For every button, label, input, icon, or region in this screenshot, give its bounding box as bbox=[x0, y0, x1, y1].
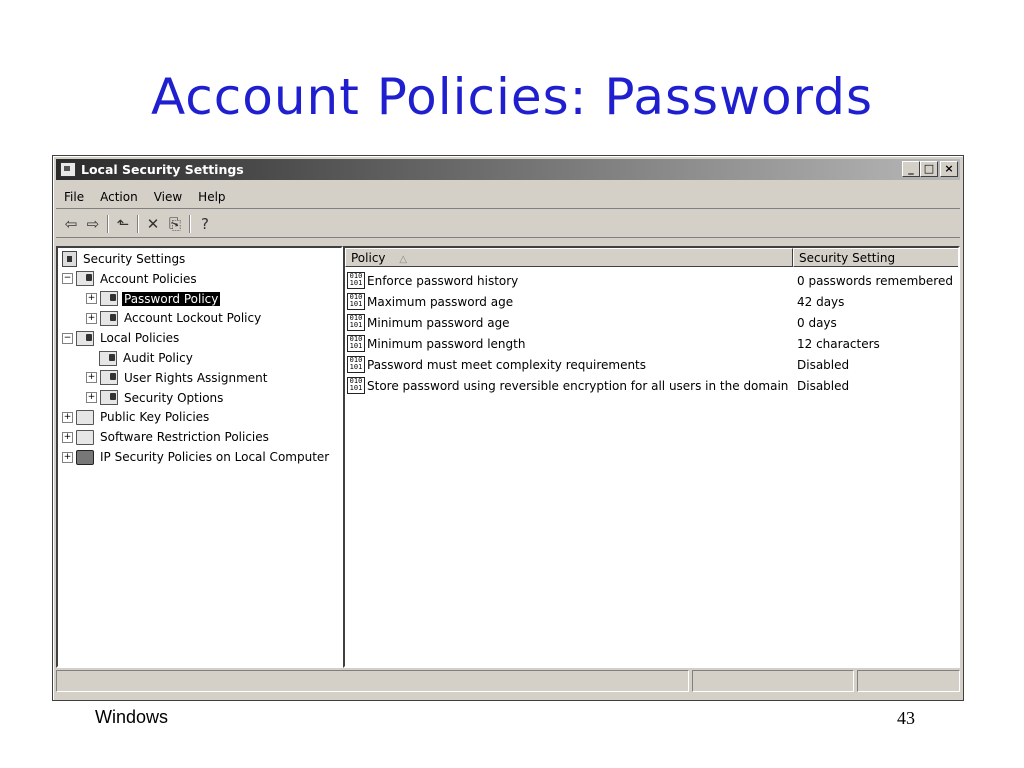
column-header-policy-label: Policy bbox=[351, 251, 386, 265]
minimize-button[interactable]: _ bbox=[902, 161, 920, 177]
expand-icon[interactable]: + bbox=[63, 431, 72, 442]
table-row[interactable] bbox=[347, 312, 510, 333]
help-icon[interactable]: ? bbox=[201, 215, 209, 233]
policy-list[interactable] bbox=[343, 246, 960, 668]
table-row[interactable] bbox=[347, 291, 513, 312]
security-setting-value: 42 days bbox=[797, 294, 845, 309]
tree-item-label: Password Policy bbox=[124, 291, 219, 306]
tree-item-label: Local Policies bbox=[100, 331, 180, 346]
policy-name: Minimum password age bbox=[367, 315, 510, 330]
status-panel-main bbox=[56, 670, 689, 692]
secured-folder-icon bbox=[100, 370, 118, 385]
policy-setting-icon: 010 101 bbox=[347, 293, 365, 310]
policy-setting-icon: 010 101 bbox=[347, 335, 365, 352]
slide-title: Account Policies: Passwords bbox=[150, 68, 874, 126]
status-panel-3 bbox=[857, 670, 960, 692]
tree-item-label: Security Options bbox=[124, 390, 224, 405]
menu-help[interactable]: Help bbox=[198, 190, 226, 204]
tree-item[interactable] bbox=[86, 389, 225, 407]
status-panel-2 bbox=[692, 670, 854, 692]
forward-arrow-icon[interactable]: ⇨ bbox=[86, 215, 100, 233]
security-setting-value: Disabled bbox=[797, 357, 850, 372]
table-row[interactable] bbox=[347, 270, 518, 291]
status-bar bbox=[56, 670, 960, 694]
secured-folder-icon bbox=[100, 311, 118, 326]
expand-icon[interactable]: + bbox=[87, 372, 96, 383]
folder-icon bbox=[76, 410, 94, 425]
page-number: 43 bbox=[897, 708, 915, 728]
secured-folder-icon bbox=[99, 351, 117, 366]
tree-item-label: Public Key Policies bbox=[100, 410, 210, 425]
expand-icon[interactable]: + bbox=[87, 392, 96, 403]
tree-item-label: Account Policies bbox=[100, 271, 197, 286]
policy-setting-icon: 010 101 bbox=[347, 314, 365, 331]
tree-item-label: Account Lockout Policy bbox=[124, 311, 262, 326]
tree-item[interactable] bbox=[86, 290, 220, 308]
tree-item[interactable] bbox=[62, 448, 331, 466]
security-setting-value: 0 passwords remembered bbox=[797, 273, 953, 288]
table-row[interactable] bbox=[347, 354, 646, 375]
expand-icon[interactable]: + bbox=[63, 411, 72, 422]
maximize-button[interactable]: □ bbox=[920, 161, 938, 177]
tree-item[interactable] bbox=[86, 349, 195, 367]
policy-name: Minimum password length bbox=[367, 336, 526, 351]
tree-item-label: Software Restriction Policies bbox=[100, 430, 269, 445]
window-controls bbox=[902, 161, 958, 177]
secured-folder-icon bbox=[76, 271, 94, 286]
tree-item-label: Audit Policy bbox=[123, 351, 193, 365]
tree-item[interactable] bbox=[86, 309, 263, 327]
tree-item[interactable] bbox=[62, 329, 181, 347]
toolbar-separator bbox=[107, 215, 109, 233]
up-one-level-icon[interactable]: ⬑ bbox=[116, 215, 130, 233]
local-security-settings-window bbox=[52, 155, 964, 701]
tree-item-label: User Rights Assignment bbox=[124, 370, 268, 385]
policy-name: Maximum password age bbox=[367, 294, 514, 309]
toolbar bbox=[56, 211, 960, 238]
policy-name: Enforce password history bbox=[367, 273, 519, 288]
policy-name: Store password using reversible encryption for all users in the domain bbox=[367, 378, 789, 393]
menu-file[interactable]: File bbox=[64, 190, 85, 204]
back-arrow-icon[interactable]: ⇦ bbox=[64, 215, 78, 233]
expand-icon[interactable]: + bbox=[87, 312, 96, 323]
policy-setting-icon: 010 101 bbox=[347, 272, 365, 289]
delete-icon[interactable]: ✕ bbox=[146, 215, 160, 233]
footer-label: Windows bbox=[95, 707, 169, 727]
tree-item[interactable] bbox=[86, 369, 269, 387]
security-settings-icon bbox=[62, 251, 77, 267]
toolbar-separator bbox=[137, 215, 139, 233]
menu-view[interactable]: View bbox=[153, 190, 183, 204]
tree-item[interactable] bbox=[62, 428, 271, 446]
collapse-icon[interactable]: − bbox=[63, 273, 72, 284]
tree-item-label: IP Security Policies on Local Computer bbox=[100, 450, 330, 464]
expand-icon[interactable]: + bbox=[63, 451, 72, 462]
ip-security-icon bbox=[76, 450, 94, 465]
policy-name: Password must meet complexity requirements bbox=[367, 357, 647, 372]
secured-folder-icon bbox=[100, 291, 118, 306]
tree-item-label: Security Settings bbox=[83, 252, 186, 266]
menu-action[interactable]: Action bbox=[100, 190, 138, 204]
toolbar-separator bbox=[189, 215, 191, 233]
security-settings-icon bbox=[60, 162, 76, 177]
sort-ascending-icon: △ bbox=[399, 254, 408, 265]
security-setting-value: Disabled bbox=[797, 378, 850, 393]
table-row[interactable] bbox=[347, 333, 525, 354]
secured-folder-icon bbox=[100, 390, 118, 405]
security-setting-value: 0 days bbox=[797, 315, 837, 330]
collapse-icon[interactable]: − bbox=[63, 332, 72, 343]
column-header-setting-label: Security Setting bbox=[799, 251, 896, 265]
window-title: Local Security Settings bbox=[81, 162, 244, 177]
policy-setting-icon: 010 101 bbox=[347, 377, 365, 394]
menu-bar bbox=[56, 186, 960, 209]
column-header-policy[interactable] bbox=[345, 248, 793, 267]
export-list-icon[interactable]: ⎘ bbox=[168, 215, 181, 233]
table-row[interactable] bbox=[347, 375, 788, 396]
folder-icon bbox=[76, 430, 94, 445]
secured-folder-icon bbox=[76, 331, 94, 346]
policy-setting-icon: 010 101 bbox=[347, 356, 365, 373]
console-tree[interactable] bbox=[56, 246, 343, 668]
window-titlebar[interactable] bbox=[56, 159, 960, 180]
tree-item[interactable] bbox=[62, 250, 187, 268]
tree-item[interactable] bbox=[62, 408, 211, 426]
expand-icon[interactable]: + bbox=[87, 293, 96, 304]
close-button[interactable]: × bbox=[940, 161, 958, 177]
security-setting-value: 12 characters bbox=[797, 336, 880, 351]
tree-item[interactable] bbox=[62, 270, 199, 288]
column-header-security-setting[interactable] bbox=[793, 248, 960, 267]
